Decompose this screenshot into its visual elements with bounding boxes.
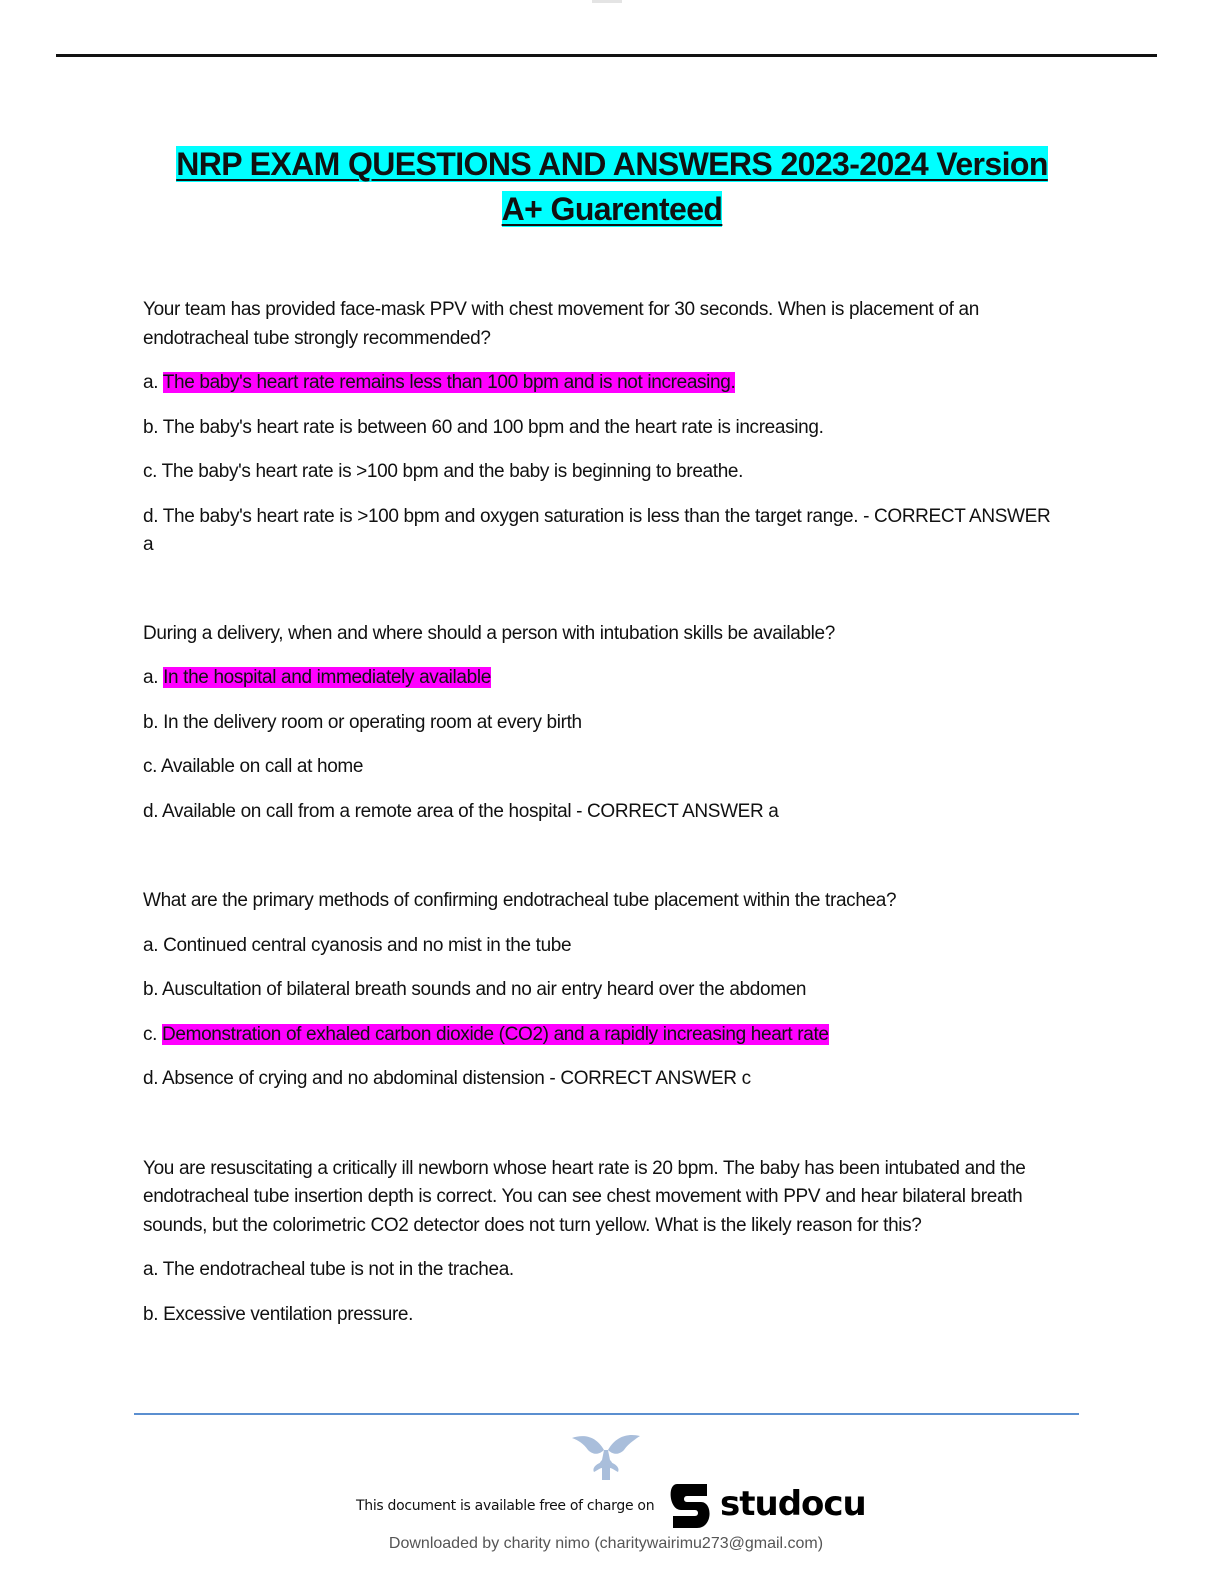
option-prefix: d.	[143, 505, 163, 527]
highlighted-answer: Demonstration of exhaled carbon dioxide (CO2) and a rapidly increasing heart rate	[162, 1023, 829, 1045]
question-text: During a delivery, when and where should a person with intubation skills be available?	[143, 622, 835, 644]
top-divider	[56, 54, 1157, 57]
option-c	[143, 458, 1063, 487]
option-a	[143, 932, 1063, 961]
question-text: You are resuscitating a critically ill newborn whose heart rate is 20 bpm. The baby has been intubated and the endotracheal tube insertion depth is correct. You can see chest movement with PPV and hear bilateral breath sounds, but the colorimetric CO2 detector does not turn yellow. What is the likely reason for this?	[143, 1157, 1026, 1236]
option-text: Available on call from a remote area of the hospital - CORRECT ANSWER a	[162, 800, 779, 822]
studocu-bird-icon	[570, 1432, 642, 1482]
option-c	[143, 1021, 1063, 1050]
option-prefix: a.	[143, 372, 163, 393]
option-b	[143, 709, 1063, 738]
option-prefix: a.	[143, 667, 164, 688]
question-text: Your team has provided face-mask PPV with chest movement for 30 seconds. When is placement of an endotracheal tube strongly recommended?	[143, 299, 979, 349]
option-text: The endotracheal tube is not in the trachea.	[162, 1259, 514, 1280]
option-text: The baby's heart rate is >100 bpm and the baby is beginning to breathe.	[161, 461, 744, 482]
option-prefix: b.	[143, 1303, 164, 1325]
option-b	[143, 976, 1063, 1005]
option-prefix: b.	[143, 711, 164, 733]
option-text: In the delivery room or operating room at every birth	[163, 711, 582, 733]
downloaded-by-notice: Downloaded by charity nimo (charitywairimu273@gmail.com)	[388, 1535, 824, 1552]
option-a	[143, 369, 1063, 398]
spacer	[143, 826, 1063, 887]
document-body	[143, 296, 1063, 1329]
highlighted-answer: The baby's heart rate remains less than 100 bpm and is not increasing.	[162, 372, 736, 393]
document-title	[0, 142, 1224, 232]
option-text: Auscultation of bilateral breath sounds and no air entry heard over the abdomen	[162, 979, 807, 1000]
question-4	[143, 1155, 1063, 1330]
question-text: What are the primary methods of confirming endotracheal tube placement within the trachea?	[143, 890, 897, 911]
option-text: Excessive ventilation pressure.	[163, 1303, 414, 1325]
option-prefix: d.	[143, 800, 163, 822]
option-text: The baby's heart rate is between 60 and 100 bpm and the heart rate is increasing.	[162, 416, 824, 438]
option-prefix: c.	[143, 756, 161, 777]
spacer	[143, 1094, 1063, 1155]
availability-notice: This document is available free of charge on	[356, 1498, 655, 1514]
option-prefix: b.	[143, 979, 163, 1000]
option-text: The baby's heart rate is >100 bpm and oxygen saturation is less than the target range. - CORRECT ANSWER a	[143, 505, 1051, 555]
title-line-1: NRP EXAM QUESTIONS AND ANSWERS 2023-2024 Version	[176, 146, 1048, 182]
option-c	[143, 753, 1063, 782]
option-d	[143, 1065, 1063, 1094]
option-prefix: c.	[143, 461, 162, 482]
option-prefix: c.	[143, 1023, 163, 1045]
option-prefix: a.	[143, 1259, 163, 1280]
title-line-2: A+ Guarenteed	[501, 191, 723, 227]
option-a	[143, 1256, 1063, 1285]
option-text: Available on call at home	[160, 756, 364, 777]
option-d	[143, 503, 1063, 560]
question-2	[143, 620, 1063, 827]
option-d	[143, 798, 1063, 827]
option-a	[143, 664, 1063, 693]
spacer	[143, 560, 1063, 620]
studocu-brand-name[interactable]: studocu	[720, 1484, 866, 1524]
footer-divider	[134, 1413, 1079, 1415]
option-prefix: b.	[143, 416, 163, 438]
option-prefix: a.	[143, 934, 164, 956]
option-b	[143, 1301, 1063, 1330]
option-text: Continued central cyanosis and no mist in the tube	[163, 934, 572, 956]
option-prefix: d.	[143, 1068, 163, 1089]
option-b	[143, 414, 1063, 443]
question-3	[143, 887, 1063, 1094]
header-stamp	[592, 0, 622, 3]
question-1	[143, 296, 1063, 560]
highlighted-answer: In the hospital and immediately available	[163, 667, 491, 688]
studocu-logo-icon[interactable]	[667, 1482, 715, 1530]
option-text: Absence of crying and no abdominal distension - CORRECT ANSWER c	[162, 1068, 751, 1089]
